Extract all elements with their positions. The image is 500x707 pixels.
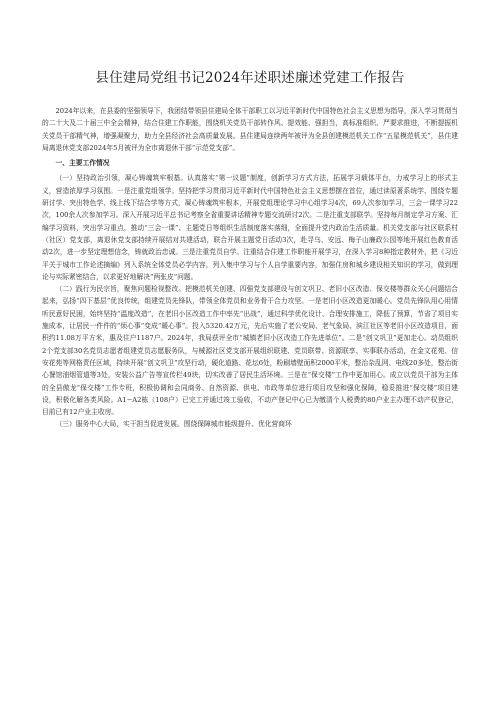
section-heading: 一、主要工作情况 bbox=[55, 159, 110, 168]
body-paragraph-3: （三）服务中心大局，实干担当促进发展。围绕保障城市能级提升、优化营商环 bbox=[55, 420, 292, 429]
document-title: 县住建局党组书记2024年述职述廉述党建工作报告 bbox=[95, 70, 405, 86]
body-paragraph-1: （一）坚持政治引领，凝心铸魂筑牢根基。认真落实“第一议题”制度，创新学习方式方法，拓展学习载体平台，力戒学习上的形式主义，营造浓厚学习氛围。一是注重党组领学。坚持把学习贯彻习近平新时代中国特色社会主义思想摆在首位，通过读原著系统学、围绕专题研讨学、突出特色学、线上线下结合学等方式，凝心铸魂筑牢根本，开展党组理论学习中心组学习4次，69人次参加学习，三会一课学习22次，100余人次参加学习。深入开展习近平总书记考察全省重要讲话精神专题交流研讨2次。二是注重支部联学。坚持每月制定学习方案、汇编学习资料，突出学习重点，推动“三会一课”、主题党日等组织生活制度落实落细，全面提升党内政治生活质量。机关党支部与社区联系村（社区）党支部，离退休党支部持续开展结对共建活动，联合开展主题党日活动3次，赴寻乌、安远、梅子山廉政公园等地开展红色教育活动2次，进一步坚定理想信念，铸就政治忠诚。三是注重党员自学。注重结合住建工作职能开展学习，在深入学习8种指定教材外，把《习近平关于城市工作论述摘编》列入系统全体党员必学内容，列入集中学习与个人自学重要内容，加强住房和城乡建设相关知识的学习，做到理论与实际紧密结合，以求更好地解决“两张皮”问题。 bbox=[42, 174, 458, 281]
body-paragraph-2: （二）践行为民宗旨，聚焦问题检视整改。把模范机关创建、四强党支部建设与创文巩卫、老旧小区改造、保交楼等群众关心问题结合起来，弘扬“四下基层”优良传统，组建党员先锋队，带领全体党员和业务骨干合力攻坚。一是老旧小区改造更加暖心。党员先锋队用心用情听民意好民困，始终坚持“温度改造”，在老旧小区改造工作中率先“出战”，通过科学优化设计、合理安排施工，降低了预算，节省了项目实施成本，让居民一件件的“烦心事”变成“暖心事”。投入5320.42万元，先后实施了老公安局、老气象局、滨江社区等老旧小区改造项目，面积约11.08万平方米，惠及住户1187户。2024年，我局获评全市“城镇老旧小区改造工作先进单位”。二是“创文巩卫”更加走心。动员组织2个党支部30名党员志愿者组建党员志愿服务队，与械源社区党支部开展组织联建、党员联带、资源联享、实事联办活动，在金文花苑、信安花苑等网格责任区域，持续开展“创文巩卫”攻坚行动，硬化道路、花坛6处，粉刷墙壁面积2000平米，整治杂乱网、电线20多处，整治街心餐馆油烟管道等3处，安装公益广告等宣传栏49块，切实改善了居民生活环境。三是在“保交楼”工作中更加用心。成立以党员干部为主体的全县傲龙“保交楼”工作专班，积极协调和会同商务、自然资源、供电、市政等单位进行项目攻坚和强化保障，稳妥推进“保交楼”项目建设，积极化解各类风险。A1−A2栋（108户）已完工并通过竣工验收，不动产登记中心已为缴清个人税费的80户业主办理不动产权登记，目前已有12户业主收房。 bbox=[42, 285, 458, 417]
intro-paragraph: 2024年以来，在县委的坚强领导下，我团结带领县住建局全体干部职工以习近平新时代中国特色社会主义思想为指导，深入学习贯彻当的二十大及二十届三中全会精神，结合住建工作职能，围绕机关党员干部转作风、提效能、强担当，高标准组织、严要求推进，不断提振机关党员干部精气神，增强凝聚力，助力全县经济社会高质量发展。县住建局连续两年被评为全县创建模范机关工作“五星模范机关”，县住建局离退休党支部2024年5月被评为全市离退休干部“示范党支部”。 bbox=[42, 107, 458, 152]
